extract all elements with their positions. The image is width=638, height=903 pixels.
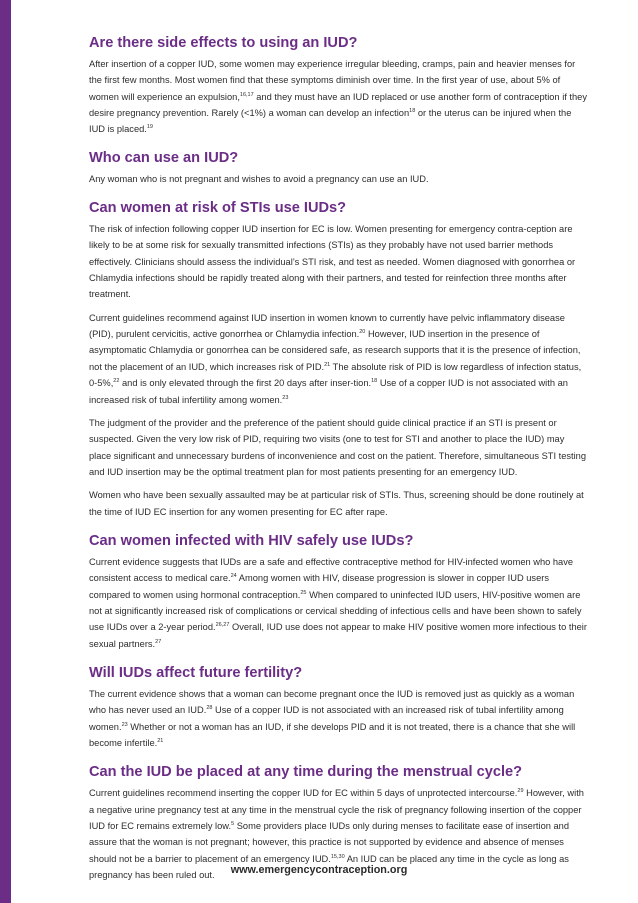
citation-superscript: 24 [230,573,237,580]
section-heading: Can the IUD be placed at any time during the menstrual cycle? [89,764,523,781]
body-paragraph [89,171,589,187]
citation-superscript: 25 [300,589,307,596]
paragraph-text: The judgment of the provider and the preference of the patient should guide clinical practice if an STI is present or suspected. Given the very low risk of PID, requiring two visits (one to test for STI and another to place the IUD) may place significant and unnecessary burdens of inconvenience and cost on the patient. Therefore, simultaneous STI testing and IUD insertion may be the optimal treatment plan for most patients presenting for an emergency IUD. [89,417,587,477]
body-paragraph [89,415,589,480]
paragraph-text: Among women with HIV, disease progression is slower in copper IUD users compared to women using hormonal contraception. [89,573,549,600]
body-paragraph [89,487,589,520]
citation-superscript: 22 [113,378,120,385]
citation-superscript: 15,30 [330,853,345,860]
citation-superscript: 28 [206,705,213,712]
paragraph-text: When compared to uninfected IUD users, HIV-positive women are not at significantly increased risk of complications or cervical shedding of infectious cells and have been shown to safely use IUDs over a 2-year period. [89,589,582,633]
section-heading: Can women infected with HIV safely use IUDs? [89,532,414,549]
paragraph-text: and they must have an IUD replaced or use another form of contraception if they desire pregnancy prevention. Rarely (<1%) a woman can develop an infection [89,91,587,119]
citation-superscript: 19 [146,124,153,131]
paragraph-text: Whether or not a woman has an IUD, if she develops PID and it is not treated, there is a chance that she will become infertile. [89,721,576,748]
body-paragraph [89,686,589,751]
section-heading: Are there side effects to using an IUD? [89,35,358,51]
citation-superscript: 27 [155,638,162,645]
section [89,149,589,187]
section [89,664,589,751]
paragraph-text: Current evidence suggests that IUDs are a safe and effective contraceptive method for HIV-infected women who have consistent access to medical care. [89,556,574,584]
citation-superscript: 5 [231,821,235,828]
citation-superscript: 21 [157,738,164,744]
paragraph-text: or the uterus can be injured when the IUD is placed. [89,108,572,135]
paragraph-text: An IUD can be placed any time in the cycle as long as pregnancy has been ruled out. [89,853,569,881]
section [89,532,589,652]
section-heading: Can women at risk of STIs use IUDs? [89,200,347,217]
paragraph-text: Current guidelines recommend against IUD insertion in women known to currently have pelvic inflammatory disease (PID), purulent cervicitis, active gonorrhea or Chlamydia infection. [89,312,565,340]
body-paragraph [89,310,589,408]
citation-superscript: 23 [282,394,289,401]
section [89,199,589,520]
body-paragraph [89,221,589,303]
paragraph-text: Overall, IUD use does not appear to make HIV positive women more infectious to their sexual partners. [89,622,587,649]
paragraph-text: Some providers place IUDs only during menses to facilitate ease of insertion and assure that the woman is not pregnant; however, this practice is not supported by evidence and absence of menses should not be a barrier to placement of an emergency IUD. [89,821,570,864]
citation-superscript: 26,27 [215,622,230,629]
paragraph-text: The current evidence shows that a woman can become pregnant once the IUD is removed just as quickly as a woman who has never used an IUD. [89,688,575,716]
document-body [89,34,589,883]
citation-superscript: 18 [371,378,378,385]
citation-superscript: 16,17 [239,91,254,98]
paragraph-text: Use of a copper IUD is not associated with an increased risk of tubal infertility among women. [89,378,568,405]
citation-superscript: 23 [121,721,128,728]
citation-superscript: 21 [324,361,331,368]
citation-superscript: 18 [409,108,416,115]
section [89,34,589,138]
citation-superscript: 29 [517,788,524,795]
footer-url[interactable]: www.emergencycontraception.org [230,864,408,876]
paragraph-text: Use of a copper IUD is not associated with an increased risk of tubal infertility among women. [89,705,564,732]
paragraph-text: Women who have been sexually assaulted may be at particular risk of STIs. Thus, screening should be done routinely at the time of IUD EC insertion for any women presenting for EC after rape. [89,490,584,517]
paragraph-text: However, with a negative urine pregnancy test at any time in the menstrual cycle the risk of pregnancy following insertion of the copper IUD for EC remains extremely low. [89,788,584,832]
body-paragraph [89,56,589,138]
paragraph-text: and is only elevated through the first 20 days after inser-tion. [119,378,372,389]
paragraph-text: Any woman who is not pregnant and wishes to avoid a pregnancy can use an IUD. [89,173,429,184]
paragraph-text: However, IUD insertion in the presence of asymptomatic Chlamydia or gonorrhea can be considered safe, as research supports that it is the presence of infection, not the placement of an IUD, which increases risk of PID. [89,329,581,372]
purple-side-bar [0,0,11,903]
paragraph-text: Current guidelines recommend inserting the copper IUD for EC within 5 days of unprotected intercourse. [89,788,518,799]
paragraph-text: The absolute risk of PID is low regardless of infection status, 0-5%, [89,361,582,389]
section-heading: Who can use an IUD? [89,149,239,166]
body-paragraph [89,554,589,652]
paragraph-text: After insertion of a copper IUD, some women may experience irregular bleeding, cramps, pain and heavier menses for the first few months. Most women find that these symptoms diminish over time. In the first year of use, about 5% of women will experience an expulsion, [89,59,576,102]
paragraph-text: The risk of infection following copper IUD insertion for EC is low. Women presenting for emergency contra-ception are likely to be at some risk for sexually transmitted infections (STIs) as they probably have not used barrier methods effectively. Clinicians should assess the individual’s STI risk, and test as needed. Women diagnosed with gonorrhea or Chlamydia infections should be rapidly treated along with their partners, and tested for reinfection three months after treatment. [89,224,576,300]
section-heading: Will IUDs affect future fertility? [89,664,303,681]
citation-superscript: 20 [359,329,366,336]
